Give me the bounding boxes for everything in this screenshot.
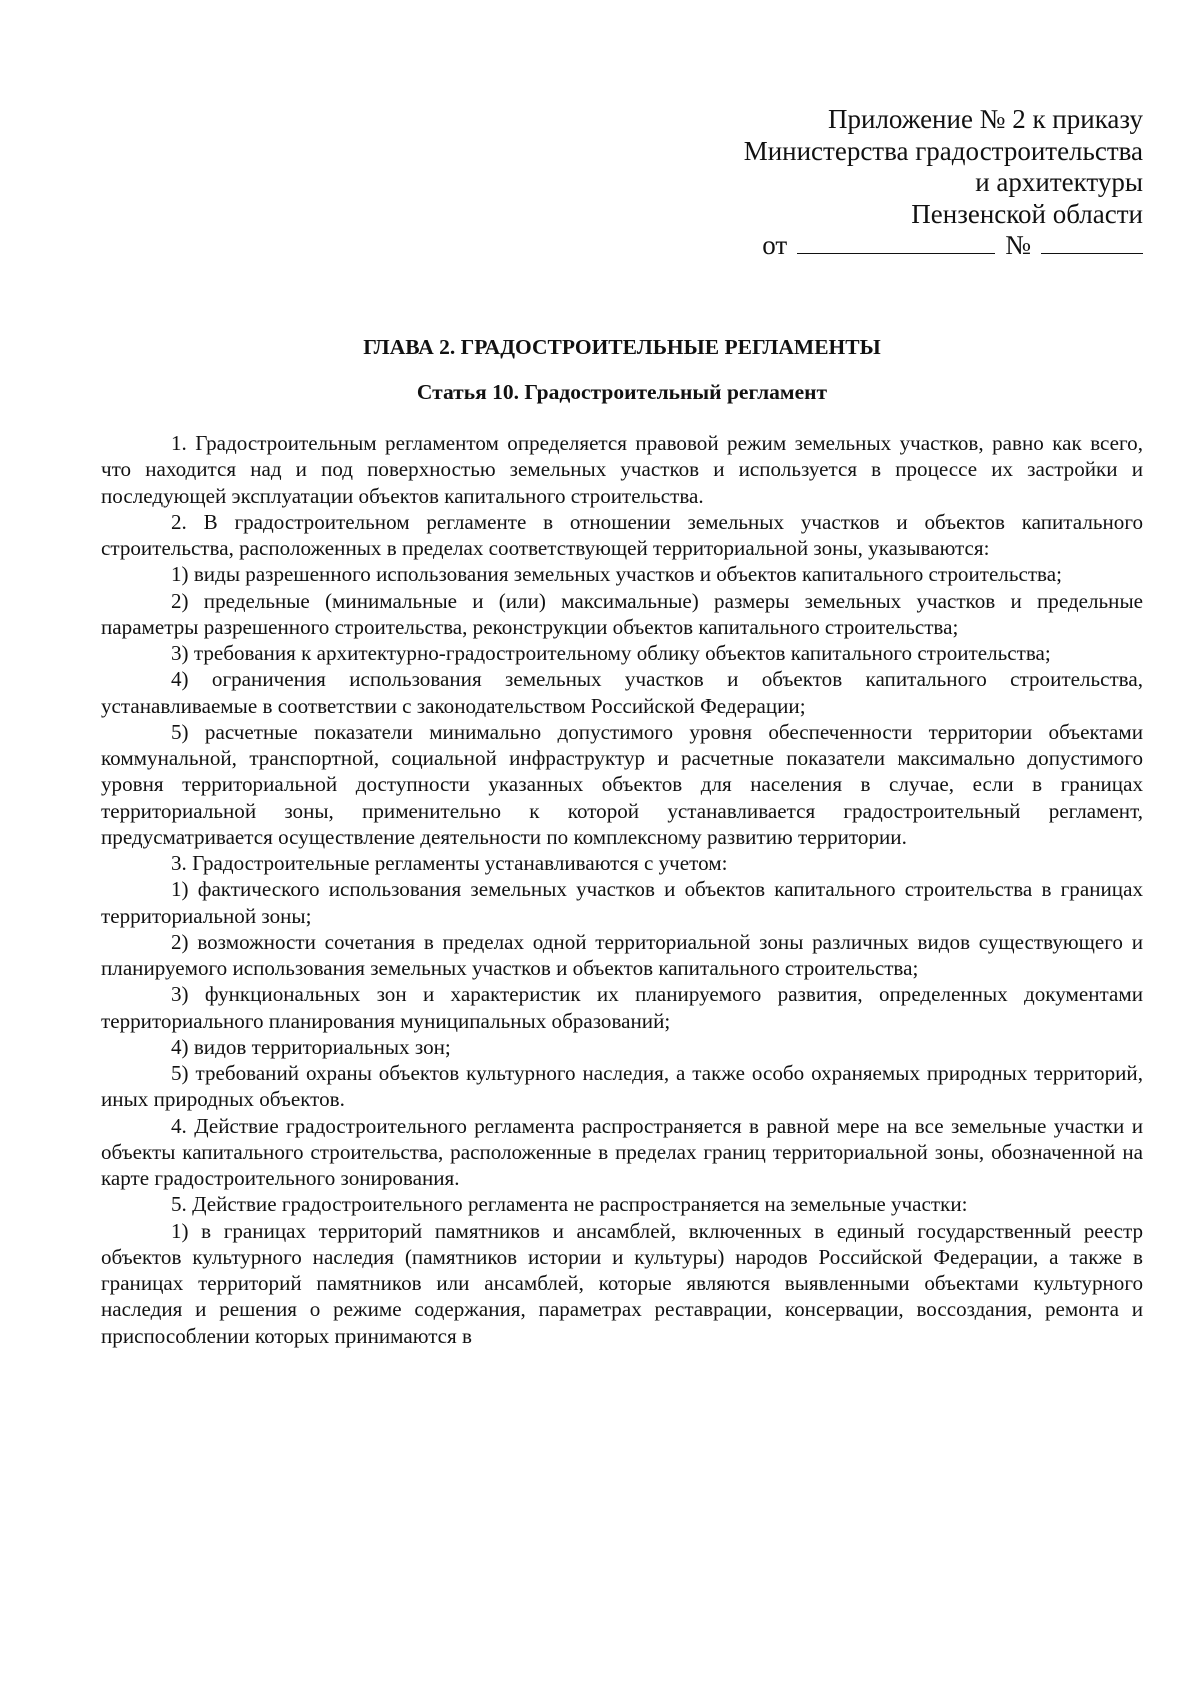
paragraph-2-item-5: 5) расчетные показатели минимально допустимого уровня обеспеченности территории объектами коммунальной, транспортной, социальной инфраструктур и расчетные показатели максимально допустимого уровня территориальной доступности указанных объектов для населения в случае, если в границах территориальной зоны, применительно к которой устанавливается градостроительный регламент, предусматривается осуществление деятельности по комплексному развитию территории. bbox=[101, 719, 1143, 849]
date-number-line bbox=[623, 230, 1143, 262]
number-blank bbox=[1041, 230, 1143, 254]
paragraph-1: 1. Градостроительным регламентом определяется правовой режим земельных участков, равно как всего, что находится над и под поверхностью земельных участков и используется в процессе их застройки и последующей эксплуатации объектов капитального строительства. bbox=[101, 431, 1143, 508]
paragraph-3-item-2: 2) возможности сочетания в пределах одной территориальной зоны различных видов существующего и планируемого использования земельных участков и объектов капитального строительства; bbox=[101, 929, 1143, 980]
paragraph-3-item-1: 1) фактического использования земельных участков и объектов капитального строительства в границах территориальной зоны; bbox=[101, 877, 1143, 928]
header-architecture-line: и архитектуры bbox=[975, 167, 1143, 197]
paragraph-4: 4. Действие градостроительного регламента распространяется в равной мере на все земельные участки и объекты капитального строительства, расположенные в пределах границ территориальной зоны, обозначенной на карте градостроительного зонирования. bbox=[101, 1113, 1143, 1190]
paragraph-5-item-1: 1) в границах территорий памятников и ансамблей, включенных в единый государственный реестр объектов культурного наследия (памятников истории и культуры) народов Российской Федерации, а также в границах территорий памятников или ансамблей, которые являются выявленными объектами культурного наследия и решения о режиме содержания, параметрах реставрации, консервации, воссоздания, ремонта и приспособлении которых принимаются в bbox=[101, 1218, 1143, 1348]
paragraph-2-item-4: 4) ограничения использования земельных участков и объектов капитального строительства, устанавливаемые в соответствии с законодательством Российской Федерации; bbox=[101, 667, 1143, 718]
article-title: Статья 10. Градостроительный регламент bbox=[416, 380, 828, 404]
paragraph-2-item-1: 1) виды разрешенного использования земельных участков и объектов капитального строительства; bbox=[171, 562, 1062, 587]
paragraph-3-item-5: 5) требований охраны объектов культурного наследия, а также особо охраняемых природных территорий, иных природных объектов. bbox=[101, 1061, 1143, 1112]
paragraph-5: 5. Действие градостроительного регламента не распространяется на земельные участки: bbox=[171, 1192, 968, 1217]
paragraph-2-item-2: 2) предельные (минимальные и (или) максимальные) размеры земельных участков и предельные параметры разрешенного строительства, реконструкции объектов капитального строительства; bbox=[101, 588, 1143, 639]
paragraph-2-item-3: 3) требования к архитектурно-градостроительному облику объектов капитального строительства; bbox=[171, 641, 1051, 665]
header-ministry-line: Министерства градостроительства bbox=[743, 135, 1143, 166]
document-page bbox=[101, 104, 1143, 1664]
order-header bbox=[623, 104, 1143, 262]
paragraph-3-item-4: 4) видов территориальных зон; bbox=[171, 1034, 451, 1059]
paragraph-3-item-3: 3) функциональных зон и характеристик их планируемого развития, определенных документами территориального планирования муниципальных образований; bbox=[101, 982, 1143, 1033]
document-body bbox=[101, 430, 1143, 1349]
number-sign: № bbox=[1005, 230, 1031, 260]
header-appendix-line: Приложение № 2 к приказу bbox=[828, 104, 1143, 134]
paragraph-3: 3. Градостроительные регламенты устанавливаются с учетом: bbox=[171, 851, 728, 875]
chapter-title: ГЛАВА 2. ГРАДОСТРОИТЕЛЬНЫЕ РЕГЛАМЕНТЫ bbox=[363, 335, 881, 359]
paragraph-2: 2. В градостроительном регламенте в отношении земельных участков и объектов капитального строительства, расположенных в пределах соответствующей территориальной зоны, указываются: bbox=[101, 509, 1143, 560]
date-blank bbox=[797, 230, 995, 254]
header-region-line: Пензенской области bbox=[911, 198, 1143, 229]
date-prefix: от bbox=[762, 230, 788, 260]
